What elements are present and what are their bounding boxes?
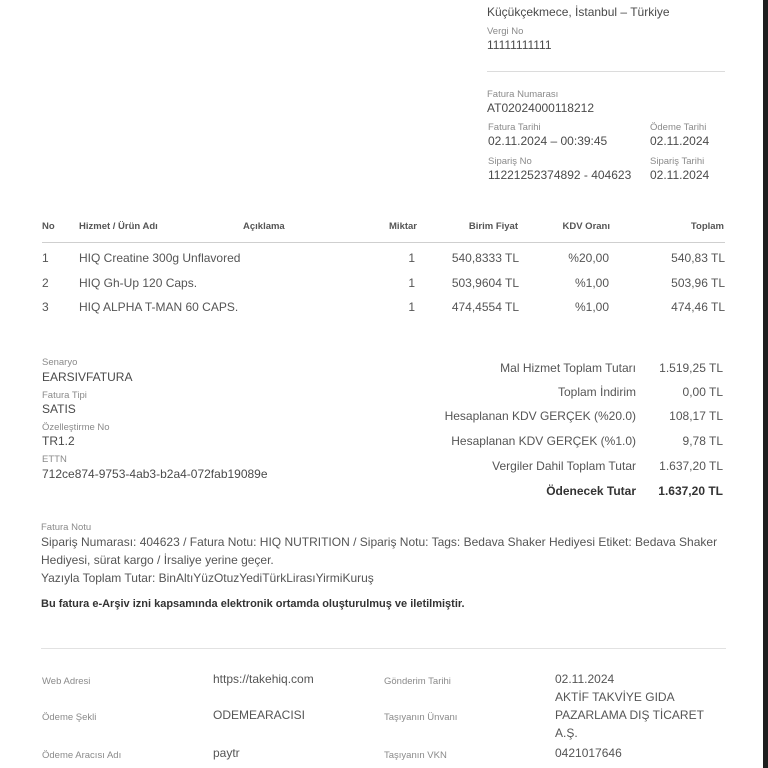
invoice-number-label: Fatura Numarası [487,89,559,100]
note-line-2: Hediyesi, sürat kargo / İrsaliye yerine geçer. [41,553,274,567]
invoice-date-label: Fatura Tarihi [488,122,541,133]
scenario-label: Senaryo [42,357,78,368]
row-no: 1 [42,251,49,265]
invoice-date: 02.11.2024 – 00:39:45 [488,134,608,148]
col-header-quantity: Miktar [389,221,417,232]
payment-method-value: ODEMEARACISI [213,708,306,722]
col-header-total: Toplam [690,221,724,232]
vat-1-label: Hesaplanan KDV GERÇEK (%1.0) [451,434,636,448]
note-line-1: Sipariş Numarası: 404623 / Fatura Notu: HIQ NUTRITION / Sipariş Notu: Tags: Bedava Shaker Hediyesi Etiket: Bedava Shaker [41,535,718,549]
row-total: 540,83 TL [671,251,725,265]
scenario-value: EARSIVFATURA [42,370,133,384]
carrier-name-line-2: PAZARLAMA DIŞ TİCARET [555,708,704,722]
payment-agent-label: Ödeme Aracısı Adı [42,750,122,761]
vat-20-value: 108,17 TL [669,409,723,423]
row-no: 2 [42,276,49,290]
row-unit-price: 474,4554 TL [451,300,519,314]
e-archive-disclaimer: Bu fatura e-Arşiv izni kapsamında elektronik ortamda oluşturulmuş ve iletilmiştir. [41,598,465,610]
note-label: Fatura Notu [41,522,92,533]
ship-date-label: Gönderim Tarihi [384,676,451,687]
invoice-type-label: Fatura Tipi [42,390,87,401]
discount-value: 0,00 TL [682,385,723,399]
carrier-label: Taşıyanın Ünvanı [384,712,458,723]
table-header-divider [42,242,725,243]
footer-divider [41,648,726,649]
vat-20-label: Hesaplanan KDV GERÇEK (%20.0) [444,409,636,423]
col-header-vat-rate: KDV Oranı [562,221,610,232]
divider [487,71,725,72]
row-product: HIQ Gh-Up 120 Caps. [79,276,198,290]
discount-label: Toplam İndirim [557,385,636,399]
web-address-link[interactable]: https://takehiq.com [213,672,314,686]
payable-label: Ödenecek Tutar [546,484,636,498]
ettn-label: ETTN [42,454,67,465]
payment-agent-value: paytr [213,746,240,760]
customization-label: Özelleştirme No [42,422,110,433]
row-vat-rate: %1,00 [574,300,609,314]
row-quantity: 1 [408,276,415,290]
invoice-type-value: SATIS [42,402,76,416]
vat-1-value: 9,78 TL [682,434,723,448]
window-edge-bar [763,0,768,768]
customization-value: TR1.2 [42,434,75,448]
total-label: Mal Hizmet Toplam Tutarı [500,361,636,375]
ship-date-value: 02.11.2024 [555,672,615,686]
payment-method-label: Ödeme Şekli [42,712,97,723]
col-header-product: Hizmet / Ürün Adı [79,221,158,232]
carrier-name-line-1: AKTİF TAKVİYE GIDA [555,690,675,704]
payment-date-label: Ödeme Tarihi [650,122,707,133]
row-unit-price: 503,9604 TL [451,276,519,290]
invoice-number: AT02024000118212 [487,101,594,115]
order-no-label: Sipariş No [488,156,532,167]
row-total: 474,46 TL [671,300,725,314]
row-vat-rate: %1,00 [574,276,609,290]
carrier-vkn-label: Taşıyanın VKN [384,750,447,761]
carrier-vkn-value: 0421017646 [555,746,622,760]
col-header-description: Açıklama [243,221,285,232]
payable-value: 1.637,20 TL [658,484,723,498]
ettn-value: 712ce874-9753-4ab3-b2a4-072fab19089e [42,467,268,481]
carrier-name-line-3: A.Ş. [555,726,578,740]
total-value: 1.519,25 TL [659,361,723,375]
row-product: HIQ Creatine 300g Unflavored [79,251,241,265]
note-amount-in-words: Yazıyla Toplam Tutar: BinAltıYüzOtuzYediTürkLirasıYirmiKuruş [41,571,374,585]
total-incl-tax-label: Vergiler Dahil Toplam Tutar [492,459,636,473]
row-vat-rate: %20,00 [568,251,609,265]
row-total: 503,96 TL [671,276,725,290]
seller-address: Küçükçekmece, İstanbul – Türkiye [487,5,670,19]
row-product: HIQ ALPHA T-MAN 60 CAPS. [79,300,239,314]
web-label: Web Adresi [42,676,91,687]
tax-no-label: Vergi No [487,26,524,37]
row-quantity: 1 [408,300,415,314]
order-date: 02.11.2024 [650,168,710,182]
col-header-no: No [42,221,55,232]
order-no: 11221252374892 - 404623 [488,168,632,182]
row-quantity: 1 [408,251,415,265]
row-no: 3 [42,300,49,314]
row-unit-price: 540,8333 TL [451,251,519,265]
tax-no-value: 11111111111 [487,38,552,52]
order-date-label: Sipariş Tarihi [650,156,705,167]
payment-date: 02.11.2024 [650,134,710,148]
col-header-unit-price: Birim Fiyat [468,221,518,232]
total-incl-tax-value: 1.637,20 TL [659,459,723,473]
